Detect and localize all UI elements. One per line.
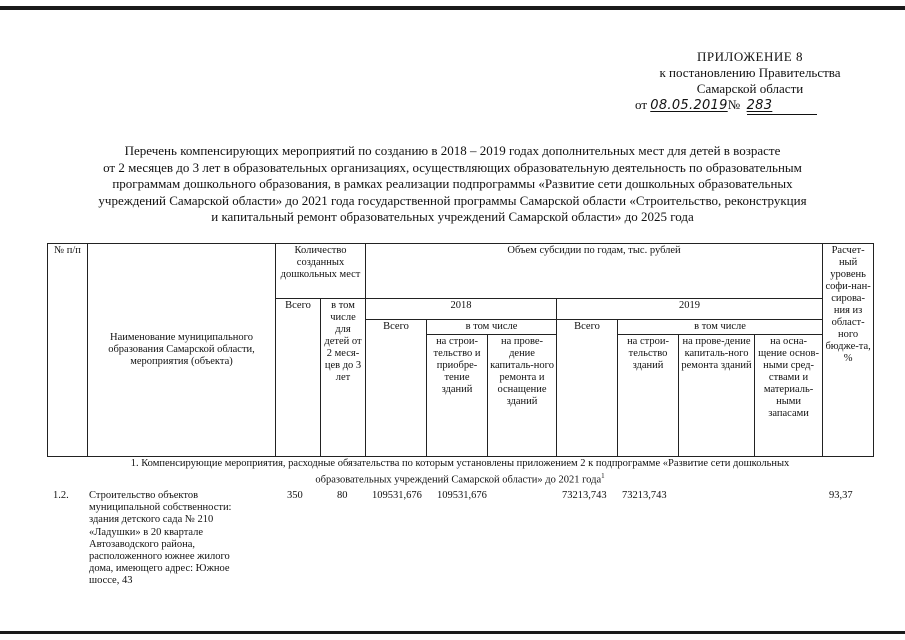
- row-construction-2019: 73213,743: [622, 490, 667, 501]
- row-name-line: Строительство объектов: [89, 490, 199, 501]
- header-places-kids: в том числе для детей от 2 меся-цев до 3 лет: [321, 299, 366, 457]
- row-num: 1.2.: [53, 490, 69, 501]
- document-heading: [40, 143, 865, 226]
- header-num: № п/п: [48, 244, 88, 457]
- row-construction-2018: 109531,676: [437, 490, 487, 501]
- header-places: Количество созданных дошкольных мест: [276, 244, 366, 299]
- header-total-2018: Всего: [366, 320, 427, 457]
- header-repair-2019: на прове-дение капиталь-ного ремонта зданий: [679, 335, 755, 457]
- appendix-line-3: Самарской области: [696, 81, 804, 96]
- section-heading: [47, 458, 873, 487]
- footnote-mark: 1: [601, 472, 605, 480]
- header-repair-2018: на прове-дение капиталь-ного ремонта и оснащение зданий: [488, 335, 557, 457]
- header-places-total: Всего: [276, 299, 321, 457]
- row-name-line: дома, имеющего адрес: Южное: [89, 563, 230, 575]
- section-line-1: 1. Компенсирующие мероприятия, расходные обязательства по которым установлены приложением 2 к подпрограмме «Развитие сети дошкольных: [130, 458, 790, 469]
- heading-line-5: и капитальный ремонт образовательных учреждений Самарской области» до 2025 года: [211, 209, 694, 225]
- appendix-title: ПРИЛОЖЕНИЕ 8: [697, 49, 803, 64]
- row-total-2018: 109531,676: [372, 490, 422, 501]
- header-total-2019: Всего: [557, 320, 618, 457]
- appendix-line-2: к постановлению Правительства: [659, 65, 841, 80]
- date-prefix: от: [635, 97, 648, 112]
- row-name-line: шоссе, 43: [89, 575, 133, 587]
- heading-line-1: Перечень компенсирующих мероприятий по созданию в 2018 – 2019 годах дополнительных мест для детей в возрасте: [124, 143, 781, 158]
- handwritten-number: 283: [747, 98, 817, 115]
- header-rate: Расчет-ный уровень софи-нан-сирова-ния из област-ного бюдже-та, %: [823, 244, 874, 457]
- row-name: [89, 490, 279, 588]
- heading-line-4: учреждений Самарской области» до 2021 года государственной программы Самарской области «Строительство, реконструкция: [98, 192, 807, 208]
- header-subsidy: Объем субсидии по годам, тыс. рублей: [366, 244, 823, 299]
- row-places-total: 350: [287, 490, 303, 501]
- row-rate: 93,37: [829, 490, 853, 501]
- appendix-stamp: [600, 49, 900, 115]
- header-incl-2019: в том числе: [618, 320, 823, 335]
- heading-line-2: от 2 месяцев до 3 лет в образовательных организациях, осуществляющих образовательную деятельность по образовательным: [103, 159, 802, 175]
- section-line-2: [47, 470, 873, 487]
- header-year-2019: 2019: [557, 299, 823, 320]
- top-rule: [0, 6, 905, 10]
- row-name-line: муниципальной собственности:: [89, 502, 232, 514]
- heading-line-3: программам дошкольного образования, в рамках реализации подпрограммы «Развитие сети дошкольных образовательных: [112, 176, 793, 192]
- row-name-line: здания детского сада № 210: [89, 514, 214, 526]
- header-year-2018: 2018: [366, 299, 557, 320]
- header-construction-2019: на строи-тельство зданий: [618, 335, 679, 457]
- section-line-2-text: образовательных учреждений Самарской области» до 2021 года: [315, 474, 602, 486]
- row-name-line: Автозаводского района,: [89, 538, 196, 550]
- row-total-2019: 73213,743: [562, 490, 607, 501]
- row-places-kids: 80: [337, 490, 348, 501]
- bottom-rule: [0, 631, 905, 634]
- header-construction-2018: на строи-тельство и приобре-тение зданий: [427, 335, 488, 457]
- row-name-line: расположенного южнее жилого: [89, 551, 230, 563]
- header-name: Наименование муниципального образования Самарской области, мероприятия (объекта): [88, 244, 276, 457]
- row-name-line: «Ладушки» в 20 квартале: [89, 526, 204, 538]
- handwritten-date: 08.05.2019: [650, 98, 728, 113]
- appendix-date-line: [600, 97, 900, 115]
- header-incl-2018: в том числе: [427, 320, 557, 335]
- number-prefix: №: [727, 97, 741, 112]
- subsidy-table: [47, 243, 874, 457]
- header-equipment-2019: на осна-щение основ-ными сред-ствами и материаль-ными запасами: [755, 335, 823, 457]
